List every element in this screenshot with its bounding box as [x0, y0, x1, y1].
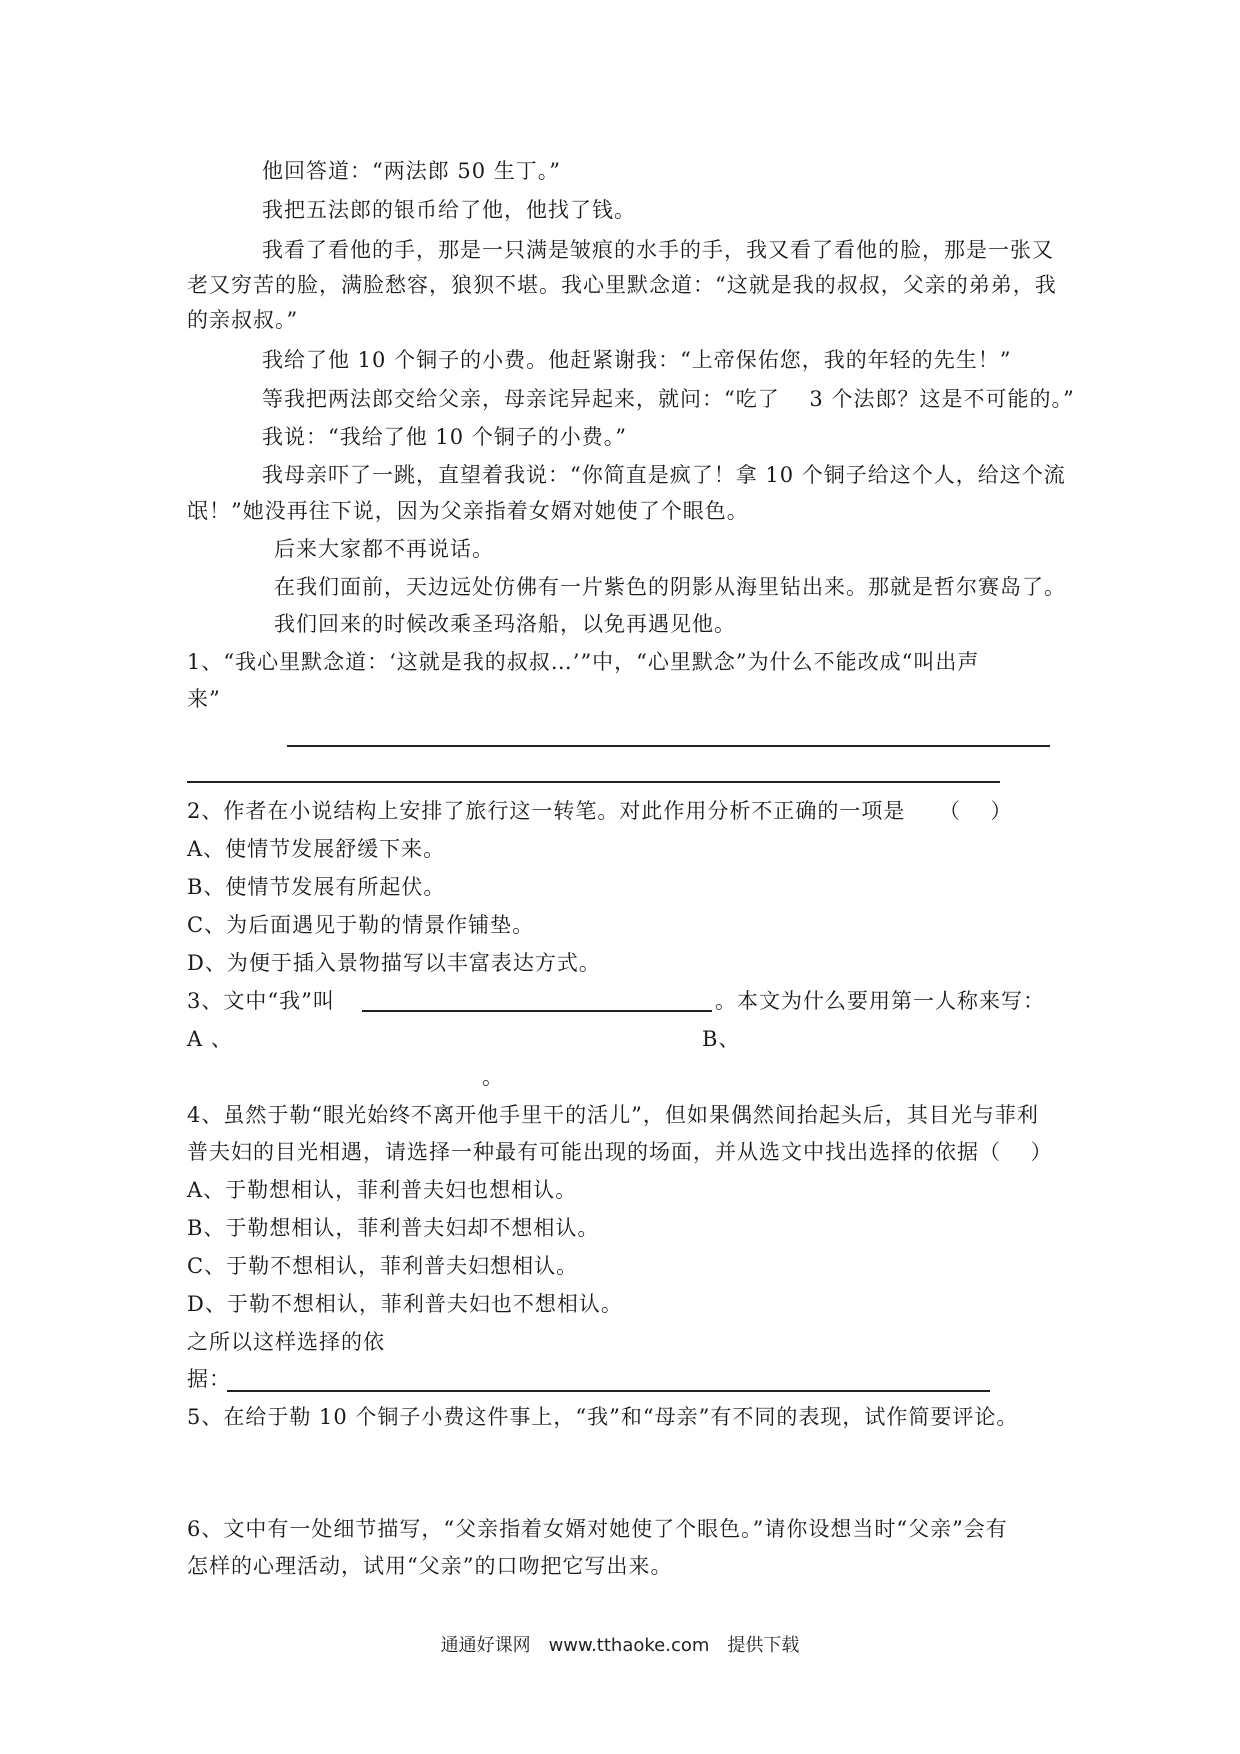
option-d[interactable]: D、为便于插入景物描写以丰富表达方式。: [187, 951, 601, 975]
option-c[interactable]: C、为后面遇见于勒的情景作铺垫。: [187, 913, 535, 937]
question-3-answer-b-label: B、: [702, 1027, 741, 1051]
passage-paragraph: 他回答道：“两法郎 50 生丁。”: [262, 159, 562, 183]
passage-paragraph: 我看了看他的手，那是一只满是皱痕的水手的手，我又看了看他的脸，那是一张又: [262, 238, 1054, 262]
option-a[interactable]: A、于勒想相认，菲利普夫妇也想相认。: [187, 1178, 578, 1202]
option-c[interactable]: C、于勒不想相认，菲利普夫妇想相认。: [187, 1254, 579, 1278]
page-footer: 通通好课网 www.tthaoke.com 提供下载: [440, 1635, 800, 1656]
question-3-suffix: 。本文为什么要用第一人称来写：: [715, 989, 1045, 1013]
question-6-continued: 怎样的心理活动，试用“父亲”的口吻把它写出来。: [187, 1554, 673, 1578]
question-4-basis-label: 之所以这样选择的依: [187, 1330, 385, 1354]
passage-paragraph: 我把五法郎的银币给了他，他找了钱。: [262, 198, 636, 222]
option-a[interactable]: A、使情节发展舒缓下来。: [187, 837, 446, 861]
question-4: 4、虽然于勒“眼光始终不离开他手里干的活儿”，但如果偶然间抬起头后，其目光与菲利: [187, 1103, 1039, 1127]
passage-paragraph: 我说：“我给了他 10 个铜子的小费。”: [262, 425, 628, 449]
question-1: 1、“我心里默念道：‘这就是我的叔叔…’”中，“心里默念”为什么不能改成“叫出声: [187, 650, 980, 674]
question-4-continued: 普夫妇的目光相遇，请选择一种最有可能出现的场面，并从选文中找出选择的依据（ ）: [187, 1140, 1053, 1164]
passage-paragraph-continued: 老又穷苦的脸，满脸愁容，狼狈不堪。我心里默念道：“这就是我的叔叔，父亲的弟弟，我: [187, 273, 1057, 297]
question-6: 6、文中有一处细节描写，“父亲指着女婿对她使了个眼色。”请你设想当时“父亲”会有: [187, 1517, 1008, 1541]
option-b[interactable]: B、使情节发展有所起伏。: [187, 875, 446, 899]
question-2: 2、作者在小说结构上安排了旅行这一转笔。对此作用分析不正确的一项是 （ ）: [187, 799, 1013, 823]
passage-paragraph: 我母亲吓了一跳，直望着我说：“你简直是疯了！拿 10 个铜子给这个人，给这个流: [262, 463, 1066, 487]
answer-line[interactable]: [287, 745, 1050, 747]
passage-paragraph: 我们回来的时候改乘圣玛洛船，以免再遇见他。: [274, 612, 736, 636]
passage-paragraph-continued: 的亲叔叔。”: [187, 308, 299, 332]
option-d[interactable]: D、于勒不想相认，菲利普夫妇也不想相认。: [187, 1292, 623, 1316]
passage-paragraph: 我给了他 10 个铜子的小费。他赶紧谢我：“上帝保佑您，我的年轻的先生！”: [262, 348, 1012, 372]
passage-paragraph-continued: 氓！”她没再往下说，因为父亲指着女婿对她使了个眼色。: [187, 499, 749, 523]
question-3-prefix: 3、文中“我”叫: [187, 989, 335, 1013]
question-1-continued: 来”: [187, 687, 221, 711]
passage-paragraph: 等我把两法郎交给父亲，母亲诧异起来，就问：“吃了 3 个法郎？这是不可能的。”: [262, 387, 1075, 411]
question-3-end-mark: 。: [482, 1065, 504, 1089]
option-b[interactable]: B、于勒想相认，菲利普夫妇却不想相认。: [187, 1216, 600, 1240]
passage-paragraph: 后来大家都不再说话。: [274, 537, 494, 561]
question-3-answer-a-label: A 、: [187, 1027, 233, 1051]
answer-line[interactable]: [227, 1390, 990, 1392]
answer-line[interactable]: [187, 781, 1000, 783]
question-5: 5、在给于勒 10 个铜子小费这件事上，“我”和“母亲”有不同的表现，试作简要评论。: [187, 1405, 1019, 1429]
answer-line[interactable]: [362, 1010, 712, 1012]
passage-paragraph: 在我们面前，天边远处仿佛有一片紫色的阴影从海里钻出来。那就是哲尔赛岛了。: [274, 575, 1066, 599]
question-4-basis-label-continued: 据：: [187, 1367, 231, 1391]
